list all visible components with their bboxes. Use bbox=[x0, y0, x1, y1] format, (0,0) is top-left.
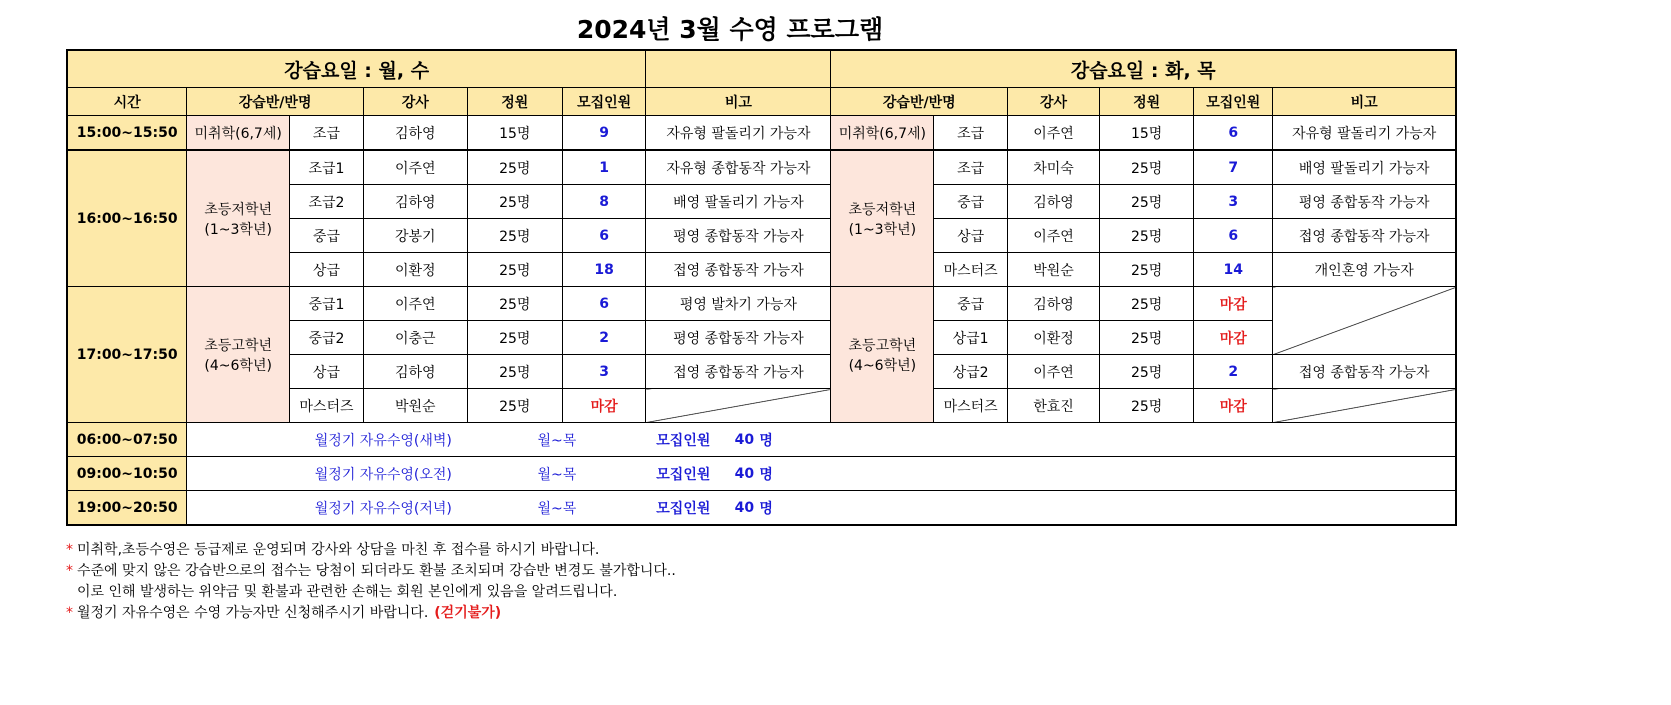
note-cell: 개인혼영 가능자 bbox=[1273, 253, 1456, 287]
recruit-cell: 7 bbox=[1194, 150, 1273, 185]
level-cell: 상급2 bbox=[934, 355, 1008, 389]
table-row bbox=[67, 150, 1456, 185]
level-cell: 조급1 bbox=[290, 150, 364, 185]
note-bullet: * bbox=[66, 605, 73, 621]
time-cell: 19:00~20:50 bbox=[67, 491, 187, 526]
group-name: 초등저학년 bbox=[204, 201, 272, 218]
lesson-days-row bbox=[67, 50, 1456, 88]
free-swim-unit: 명 bbox=[759, 432, 773, 449]
free-swim-days: 월~목 bbox=[537, 466, 577, 483]
note-text: 수준에 맞지 않은 강습반으로의 접수는 당첨이 되더라도 환불 조치되며 강습반 변경도 불가합니다.. bbox=[77, 563, 676, 579]
recruit-cell: 1 bbox=[562, 150, 646, 185]
instructor-cell: 김하영 bbox=[363, 116, 467, 151]
level-cell: 상급1 bbox=[934, 321, 1008, 355]
note-cell: 자유형 팔돌리기 가능자 bbox=[646, 116, 831, 151]
free-swim-row bbox=[67, 491, 1456, 526]
header-instructor: 강사 bbox=[363, 88, 467, 116]
capacity-cell: 15명 bbox=[1100, 116, 1194, 151]
recruit-cell: 3 bbox=[1194, 185, 1273, 219]
note-cell: 접영 종합동작 가능자 bbox=[1273, 219, 1456, 253]
capacity-cell: 25명 bbox=[467, 287, 562, 321]
instructor-cell: 박원순 bbox=[1008, 253, 1100, 287]
table-row bbox=[67, 116, 1456, 151]
free-swim-recruit-label: 모집인원 bbox=[656, 432, 711, 449]
instructor-cell: 이주연 bbox=[363, 150, 467, 185]
free-swim-row bbox=[67, 457, 1456, 491]
capacity-cell: 25명 bbox=[467, 219, 562, 253]
capacity-cell: 25명 bbox=[1100, 321, 1194, 355]
note-cell: 자유형 팔돌리기 가능자 bbox=[1273, 116, 1456, 151]
time-cell: 09:00~10:50 bbox=[67, 457, 187, 491]
capacity-cell: 25명 bbox=[467, 355, 562, 389]
instructor-cell: 이주연 bbox=[1008, 355, 1100, 389]
level-cell: 조급2 bbox=[290, 185, 364, 219]
capacity-cell: 25명 bbox=[1100, 355, 1194, 389]
header-note: 비고 bbox=[646, 88, 831, 116]
instructor-cell: 강봉기 bbox=[363, 219, 467, 253]
recruit-cell: 3 bbox=[562, 355, 646, 389]
free-swim-days: 월~목 bbox=[537, 500, 577, 517]
free-swim-name: 월정기 자유수영(새벽) bbox=[314, 432, 452, 449]
level-cell: 상급 bbox=[290, 253, 364, 287]
header-recruit: 모집인원 bbox=[1194, 88, 1273, 116]
recruit-cell: 6 bbox=[562, 287, 646, 321]
empty-note-cell bbox=[1273, 389, 1456, 423]
capacity-cell: 25명 bbox=[1100, 150, 1194, 185]
recruit-cell: 14 bbox=[1194, 253, 1273, 287]
recruit-cell: 마감 bbox=[562, 389, 646, 423]
instructor-cell: 김하영 bbox=[363, 355, 467, 389]
free-swim-recruit-label: 모집인원 bbox=[656, 500, 711, 517]
time-cell: 15:00~15:50 bbox=[67, 116, 187, 151]
header-time: 시간 bbox=[67, 88, 187, 116]
group-name: 초등저학년 bbox=[848, 201, 917, 218]
group-grades: (1~3학년) bbox=[848, 221, 917, 238]
note-cell: 접영 종합동작 가능자 bbox=[646, 355, 831, 389]
group-cell: 미취학(6,7세) bbox=[831, 116, 934, 151]
header-note: 비고 bbox=[1273, 88, 1456, 116]
recruit-cell: 2 bbox=[562, 321, 646, 355]
instructor-cell: 이충근 bbox=[363, 321, 467, 355]
group-grades: (1~3학년) bbox=[204, 221, 272, 238]
group-grades: (4~6학년) bbox=[848, 357, 917, 374]
lesson-days-left: 강습요일 : 월, 수 bbox=[67, 50, 646, 88]
note-cell: 평영 종합동작 가능자 bbox=[646, 321, 831, 355]
recruit-cell: 18 bbox=[562, 253, 646, 287]
note-line bbox=[66, 540, 676, 561]
free-swim-count: 40 bbox=[734, 499, 755, 516]
note-cell: 접영 종합동작 가능자 bbox=[1273, 355, 1456, 389]
lesson-days-spacer bbox=[646, 50, 831, 88]
header-recruit: 모집인원 bbox=[562, 88, 646, 116]
recruit-cell: 9 bbox=[562, 116, 646, 151]
free-swim-recruit-label: 모집인원 bbox=[656, 466, 711, 483]
instructor-cell: 김하영 bbox=[1008, 185, 1100, 219]
note-cell: 평영 종합동작 가능자 bbox=[1273, 185, 1456, 219]
header-class: 강습반/반명 bbox=[187, 88, 364, 116]
capacity-cell: 25명 bbox=[1100, 219, 1194, 253]
note-text: 미취학,초등수영은 등급제로 운영되며 강사와 상담을 마친 후 접수를 하시기 바랍니다. bbox=[77, 542, 600, 558]
level-cell: 마스터즈 bbox=[934, 253, 1008, 287]
free-swim-unit: 명 bbox=[759, 500, 773, 517]
empty-note-cell bbox=[646, 389, 831, 423]
schedule-table bbox=[66, 49, 1457, 526]
instructor-cell: 김하영 bbox=[363, 185, 467, 219]
free-swim-cell bbox=[187, 491, 1456, 526]
group-cell bbox=[187, 287, 290, 423]
instructor-cell: 박원순 bbox=[363, 389, 467, 423]
header-capacity: 정원 bbox=[1100, 88, 1194, 116]
capacity-cell: 25명 bbox=[467, 185, 562, 219]
group-cell bbox=[831, 287, 934, 423]
capacity-cell: 25명 bbox=[467, 389, 562, 423]
free-swim-name: 월정기 자유수영(저녁) bbox=[314, 500, 452, 517]
group-name: 초등고학년 bbox=[204, 337, 272, 354]
level-cell: 중급 bbox=[934, 185, 1008, 219]
time-cell: 17:00~17:50 bbox=[67, 287, 187, 423]
free-swim-days: 월~목 bbox=[537, 432, 577, 449]
note-cell: 배영 팔돌리기 가능자 bbox=[646, 185, 831, 219]
group-grades: (4~6학년) bbox=[204, 357, 272, 374]
recruit-cell: 6 bbox=[1194, 219, 1273, 253]
instructor-cell: 한효진 bbox=[1008, 389, 1100, 423]
recruit-cell: 6 bbox=[562, 219, 646, 253]
free-swim-name: 월정기 자유수영(오전) bbox=[314, 466, 452, 483]
capacity-cell: 15명 bbox=[467, 116, 562, 151]
header-capacity: 정원 bbox=[467, 88, 562, 116]
table-row bbox=[67, 287, 1456, 321]
free-swim-count: 40 bbox=[734, 431, 755, 448]
instructor-cell: 김하영 bbox=[1008, 287, 1100, 321]
note-cell: 배영 팔돌리기 가능자 bbox=[1273, 150, 1456, 185]
level-cell: 마스터즈 bbox=[934, 389, 1008, 423]
note-text: 이로 인해 발생하는 위약금 및 환불과 관련한 손해는 회원 본인에게 있음을 알려드립니다. bbox=[77, 584, 618, 600]
level-cell: 중급1 bbox=[290, 287, 364, 321]
note-line bbox=[66, 561, 676, 582]
instructor-cell: 이환정 bbox=[363, 253, 467, 287]
capacity-cell: 25명 bbox=[1100, 253, 1194, 287]
free-swim-cell bbox=[187, 423, 1456, 457]
notes-section bbox=[66, 540, 676, 624]
recruit-cell: 마감 bbox=[1194, 389, 1273, 423]
capacity-cell: 25명 bbox=[467, 253, 562, 287]
level-cell: 조급 bbox=[290, 116, 364, 151]
level-cell: 상급 bbox=[934, 219, 1008, 253]
instructor-cell: 이주연 bbox=[1008, 219, 1100, 253]
page-title: 2024년 3월 수영 프로그램 bbox=[576, 15, 884, 44]
header-instructor: 강사 bbox=[1008, 88, 1100, 116]
recruit-cell: 2 bbox=[1194, 355, 1273, 389]
time-cell: 16:00~16:50 bbox=[67, 150, 187, 287]
note-cell: 접영 종합동작 가능자 bbox=[646, 253, 831, 287]
group-cell bbox=[831, 150, 934, 287]
free-swim-count: 40 bbox=[734, 465, 755, 482]
note-cell: 평영 발차기 가능자 bbox=[646, 287, 831, 321]
free-swim-cell bbox=[187, 457, 1456, 491]
capacity-cell: 25명 bbox=[467, 150, 562, 185]
recruit-cell: 마감 bbox=[1194, 287, 1273, 321]
header-class: 강습반/반명 bbox=[831, 88, 1008, 116]
recruit-cell: 8 bbox=[562, 185, 646, 219]
note-cell: 자유형 종합동작 가능자 bbox=[646, 150, 831, 185]
group-cell: 미취학(6,7세) bbox=[187, 116, 290, 151]
note-bullet: * bbox=[66, 563, 73, 579]
lesson-days-right: 강습요일 : 화, 목 bbox=[831, 50, 1456, 88]
capacity-cell: 25명 bbox=[1100, 287, 1194, 321]
level-cell: 중급 bbox=[290, 219, 364, 253]
capacity-cell: 25명 bbox=[1100, 185, 1194, 219]
level-cell: 조급 bbox=[934, 116, 1008, 151]
recruit-cell: 6 bbox=[1194, 116, 1273, 151]
time-cell: 06:00~07:50 bbox=[67, 423, 187, 457]
level-cell: 조급 bbox=[934, 150, 1008, 185]
level-cell: 상급 bbox=[290, 355, 364, 389]
instructor-cell: 이주연 bbox=[1008, 116, 1100, 151]
note-text: 월정기 자유수영은 수영 가능자만 신청해주시기 바랍니다. bbox=[77, 605, 429, 621]
group-cell bbox=[187, 150, 290, 287]
note-bullet: * bbox=[66, 542, 73, 558]
capacity-cell: 25명 bbox=[467, 321, 562, 355]
instructor-cell: 이환정 bbox=[1008, 321, 1100, 355]
empty-note-cell bbox=[1273, 287, 1456, 355]
note-line bbox=[66, 603, 676, 624]
note-indent bbox=[66, 582, 77, 603]
level-cell: 중급 bbox=[934, 287, 1008, 321]
level-cell: 중급2 bbox=[290, 321, 364, 355]
level-cell: 마스터즈 bbox=[290, 389, 364, 423]
instructor-cell: 이주연 bbox=[363, 287, 467, 321]
free-swim-unit: 명 bbox=[759, 466, 773, 483]
note-line bbox=[66, 582, 676, 603]
capacity-cell: 25명 bbox=[1100, 389, 1194, 423]
column-header-row bbox=[67, 88, 1456, 116]
recruit-cell: 마감 bbox=[1194, 321, 1273, 355]
free-swim-row bbox=[67, 423, 1456, 457]
instructor-cell: 차미숙 bbox=[1008, 150, 1100, 185]
group-name: 초등고학년 bbox=[848, 337, 917, 354]
note-cell: 평영 종합동작 가능자 bbox=[646, 219, 831, 253]
no-walking-warning: (걷기불가) bbox=[434, 605, 502, 621]
